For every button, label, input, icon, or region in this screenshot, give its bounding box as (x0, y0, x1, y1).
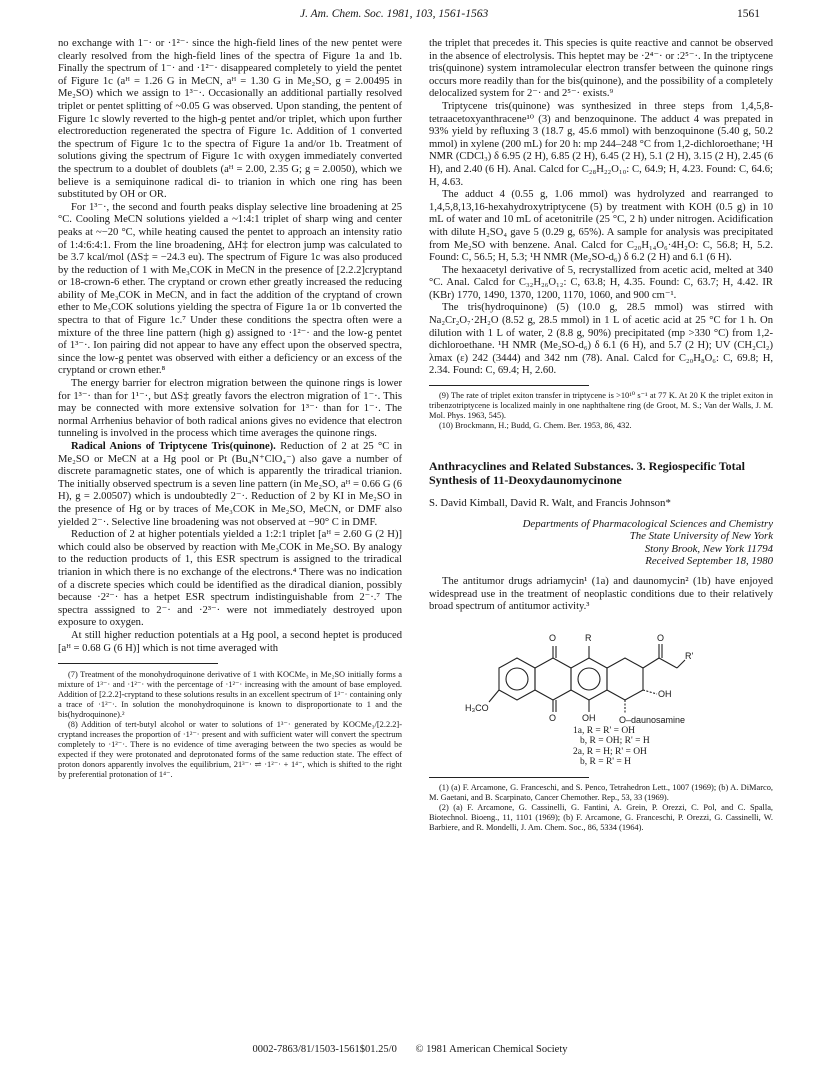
paragraph: The adduct 4 (0.55 g, 1.06 mmol) was hydrolyzed and rearranged to 1,4,5,8,13,16-hexahydroxytriptycene (5) by treatment with KOH (0.5 g) in 10 mL of water and 10 mL of acetonitrile (25 °C, 2 h) under nitrogen. Acidification with dilute H₂SO₄ gave 5 (0.29 g, 65%). A sample for analysis was precipitated from Me₂SO with benzene. Anal. Calcd for C₂₀H₁₄O₆·4H₂O: C, 56.8; H, 5.2. Found: C, 56.5; H, 5.3; ¹H NMR (Me₂SO-d₆) δ 6.2 (2 H) and 6.1 (6 H). (429, 189, 773, 264)
running-header (60, 8, 760, 26)
footnote: (9) The rate of triplet exiton transfer in triptycene is >10¹⁰ s⁻¹ at 77 K. At 20 K the triplet exiton in tribenzotriptycene is localized mainly in one naphthaltene ring (de Groot, M. S.; Van der Walls, J. M. Mol. Phys. 1963, 545). (429, 391, 773, 421)
paragraph: The tris(hydroquinone) (5) (10.0 g, 28.5 mmol) was stirred with Na₂Cr₂O₇·2H₂O (8.52 g, 28.5 mmol) in 1 L of acetic acid at 25 °C for 1 h. On dilution with 1 L of water, 2 (8.8 g, 90%) precipitated (mp >330 °C) from 1,2-dichloroethane. ¹H NMR (Me₂SO-d₆) δ 6.1 (6 H), and 5.7 (2 H); UV (CH₂Cl₂) λmax (ε) 242 (3444) and 342 nm (78). Anal. Calcd for C₂₀H₈O₆: C, 69.8; H, 2.34. Found: C, 69.4; H, 2.60. (429, 302, 773, 377)
footnote: (1) (a) F. Arcamone, G. Franceschi, and S. Penco, Tetrahedron Lett., 1007 (1969); (b) A. DiMarco, M. Gaetani, and B. Scarpinato, Cancer Chemother. Rep., 53, 33 (1969). (429, 782, 773, 802)
paragraph: At still higher reduction potentials at a Hg pool, a second heptet is produced [aᴴ = 0.68 G (6 H)] which is not time averaged with (58, 629, 402, 654)
chemical-structure (429, 620, 773, 770)
journal-citation: J. Am. Chem. Soc. 1981, 103, 1561-1563 (300, 8, 489, 20)
label-r-prime: R' (685, 650, 694, 661)
paragraph: The hexaacetyl derivative of 5, recrystallized from acetic acid, melted at 340 °C. Anal. Calcd for C₃₂H₂₆O₁₂: C, 63.8; H, 4.35. Found: C, 63.7; H, 4.42. IR (KBr) 1770, 1490, 1370, 1200, 1170, 1060, and 900 cm⁻¹. (429, 264, 773, 301)
received-date: Received September 18, 1980 (645, 555, 773, 568)
page-footer (0, 1044, 820, 1055)
label-o-top-right: O (657, 632, 665, 643)
label-o-top-left: O (549, 632, 557, 643)
paragraph: The energy barrier for electron migration between the quinone rings is lower for 1³⁻· than for 1¹⁻·, but ΔS‡ greatly favors the electron migration of 1⁻·. This may be connected with more extensive solvation for 1³⁻· than for 1⁻·. The normal Arrhenius behavior of both radical anions gives no evidence that electron tunneling is involved in the process which time averages the quinone rings. (58, 378, 402, 440)
label-r-top: R (585, 632, 592, 643)
footnotes (429, 391, 773, 431)
compound-entry: b, R = R' = H (580, 757, 631, 767)
article-title: Anthracyclines and Related Substances. 3. Regiospecific Total Synthesis of 11-Deoxydaunomycinone (429, 459, 746, 488)
footnote-divider (429, 777, 589, 778)
section-paragraph (58, 441, 402, 529)
label-h3co: H₃CO (465, 702, 489, 713)
right-column (429, 38, 773, 833)
article-authors: S. David Kimball, David R. Walt, and Francis Johnson* (429, 497, 671, 510)
footnote: (8) Addition of tert-butyl alcohol or water to solutions of 1³⁻· generated by KOCMe₃/[2.2.2]-cryptand increases the proportion of ·1²⁻· present and with sufficient water will convert the spectrum completely to ·1²⁻·. There is no evidence of time averaging between the two species as would be expected if they were protonated and deprotonated forms of the same reduction state. The effect of proton donors apparently involves the equilibrium, 21³⁻· ⇌ ·1²⁻· + 1⁴⁻, which is shifted to the right by preferential protonation of 1⁴⁻. (58, 720, 402, 780)
paragraph: no exchange with 1⁻· or ·1²⁻· since the high-field lines of the new pentet were clearly resolved from the high-field lines of the spectra of Figure 1a and 1b. Finally the spectrum of 1⁻· and ·1²⁻· disappeared completely to yield the pentet of Figure 1c (aᴴ = 1.26 G in MeCN, aᴴ = 1.30 G in Me₂SO, g = 2.00495 in Me₂SO) which we assign to 1³⁻·. Occasionally an additional partially resolved triplet or pentet splitting of ~0.05 G was observed. Upon standing, the pentent of Figure 1c slowly reverted to the high-g pentet and/or triplet, which upon further electroreduction regenerated the spectra of Figure 1c. Addition of 1 converted the spectrum of Figure 1c to the spectra of Figure 1a and/or 1b. Treatment of solutions giving the spectrum of Figure 1c with oxygen immediately converted the spectrum to a doublet of doublets (aᴴ = 2.00, 2.35 G; g = 2.0050), which we believe is a semiquinone radical di- to trianion in which one ring has been substituted by OH or OR. (58, 38, 402, 201)
footer-code: 0002-7863/81/1503-1561$01.25/0 (252, 1044, 397, 1055)
affiliation-line: Stony Brook, New York 11794 (644, 542, 773, 555)
footnote: (10) Brockmann, H.; Budd, G. Chem. Ber. 1953, 86, 432. (439, 421, 632, 431)
page-number: 1561 (737, 8, 760, 20)
footnote: (7) Treatment of the monohydroquinone derivative of 1 with KOCMe₃ in Me₂SO initially forms a mixture of 1³⁻· and ·1²⁻· with the percentage of ·1²⁻· increasing with the amount of base employed. Addition of [2.2.2]-cryptand to these solutions results in an excellent spectrum of 1³⁻· containing only a trace of ·1²⁻·. In solution the monohydroquinone is known to disproportionate to 1 and the bis(hydroquinone).² (58, 670, 402, 720)
label-oh-bottom: OH (582, 712, 596, 723)
paragraph: the triplet that precedes it. This species is quite reactive and cannot be observed in the absence of electrolysis. This heptet may be ·2⁴⁻· or :2⁵⁻·. In the triptycene tris(quinone) system intramolecular electron transfer between the quinone rings occurs more readily than for the bis(quinone), and the possibility of a completely delocalized system for 2⁻· and 2⁵⁻· exists.⁹ (429, 38, 773, 100)
article-intro: The antitumor drugs adriamycin¹ (1a) and daunomycin² (1b) have enjoyed widespread use in the treatment of neoplastic conditions due to their relatively broad spectrum of antitumor activity.³ (429, 576, 773, 613)
footnote-divider (429, 385, 589, 386)
section-text: Reduction of 2 at 25 °C in Me₂SO or MeCN at a Hg pool or Pt (Bu₄N⁺ClO₄⁻) also gave a number of discrete paramagnetic states, one of which is apparently the triradical trianion. The initially observed spectrum is a seven line pattern (in Me₂SO, aᴴ = 0.66 G (6 H), g = 2.00507) which is undoubtedly 2⁻·. Reduction of 2 by KI in Me₂SO in the presence of Hg or by traces of Me₃COK in Me₂SO, MeCN, or DMF also yielded 2⁻·. Selective line broadening was not observed at −90° C in DMF. (58, 441, 402, 528)
paragraph: For 1³⁻·, the second and fourth peaks display selective line broadening at 25 °C. Cooling MeCN solutions yielded a ~1:4:1 triplet of sharp wing and center peaks at ~−20 °C, while heating caused the pentet to approach an intensity ratio of 1:4:6:4:1. From the line broadening, ΔH‡ for electron jump was calculated to be 3.7 kcal/mol (ΔS‡ = −24.3 eu). The spectrum of Figure 1c was also produced by the reduction of 1 with Me₃COK in MeCN in the presence of [2.2.2]cryptand or 18-crown-6 ether. The cryptand or crown ether greatly increased the reducing ability of Me₃COK in MeCN, and in fact the addition of the cryptand of crown ether to Me₃COK solutions yielding the spectra of Figure 1a or 1b converted the spectra to that of Figure 1c.⁷ Under these conditions the spectra often were a mixture of the three line pattern (high g) assigned to ·1²⁻· and the low-g pentet of 1³⁻·. Ion pairing did not appear to have any effect upon the observed spectra, since the low-g pentet was observed with either a deficiency or an excess of the cryptand or crown ether.⁸ (58, 201, 402, 377)
paragraph: Reduction of 2 at higher potentials yielded a 1:2:1 triplet [aᴴ = 2.60 G (2 H)] which could also be observed by reaction with Me₃COK in Me₂SO. By analogy to the reduction products of 1, this ESR spectrum is assigned to the triradical trianion in which there is no exchange of the electrons.⁴ There was no indication of a discrete species which could be identified as the diradical dianion, possibly because ·2²⁻· has a hetpet ESR spectrum indistinguishable from 2⁻·.⁷ The spectra asssigned to 2⁻· and ·2³⁻· were not immediately destroyed upon exposure to oxygen. (58, 529, 402, 629)
affiliation-line: Departments of Pharmacological Sciences and Chemistry (522, 517, 773, 530)
compound-entry: b, R = OH; R' = H (580, 736, 650, 747)
compound-entry: 2a, R = H; R' = OH (573, 746, 647, 757)
footnote: (2) (a) F. Arcamone, G. Cassinelli, G. Fantini, A. Grein, P. Orezzi, C. Pol, and C. Spalla, Biotechnol. Bioeng., 11, 1101 (1969); (b) F. Arcamone, G. Franceschi, P. Orezzi, G. Cassinelli, W. Barbiere, and R. Mondelli, J. Am. Chem. Soc., 86, 5334 (1964). (429, 802, 773, 832)
label-daunosamine: O–daunosamine (619, 714, 686, 725)
section-heading: Radical Anions of Triptycene Tris(quinone). (71, 441, 276, 452)
label-o-bottom: O (549, 712, 557, 723)
affiliation-line: The State University of New York (629, 530, 773, 543)
footnotes (429, 783, 773, 833)
label-oh-side: OH (658, 688, 672, 699)
footnote-divider (58, 663, 218, 664)
compound-entry: 1a, R = R' = OH (573, 725, 636, 736)
paragraph: Triptycene tris(quinone) was synthesized in three steps from 1,4,5,8-tetraacetoxyanthracene¹⁰ (3) and benzoquinone. The adduct 4 was prepated in 93% yield by refluxing 3 (18.7 g, 45.6 mmol) with benzoquinone (5.40 g, 50.2 mmol) in xylene (200 mL) for 20 h: mp 244–248 °C from 1,2-dichloroethane; ¹H NMR (CDCl₃) δ 6.95 (2 H), 6.85 (2 H), 6.45 (2 H), 5.1 (2 H), 3.15 (2 H), 2.45 (6 H), and 2.40 (6 H). Anal. Calcd for C₂₈H₂₂O₁₀: C, 64.9; H, 4.23. Found: C, 64.6; H, 4.63. (429, 100, 773, 188)
affiliation (429, 518, 773, 568)
compound-list (573, 726, 650, 768)
footnotes (58, 670, 402, 780)
footer-copyright: © 1981 American Chemical Society (415, 1044, 568, 1055)
left-column (58, 38, 402, 780)
